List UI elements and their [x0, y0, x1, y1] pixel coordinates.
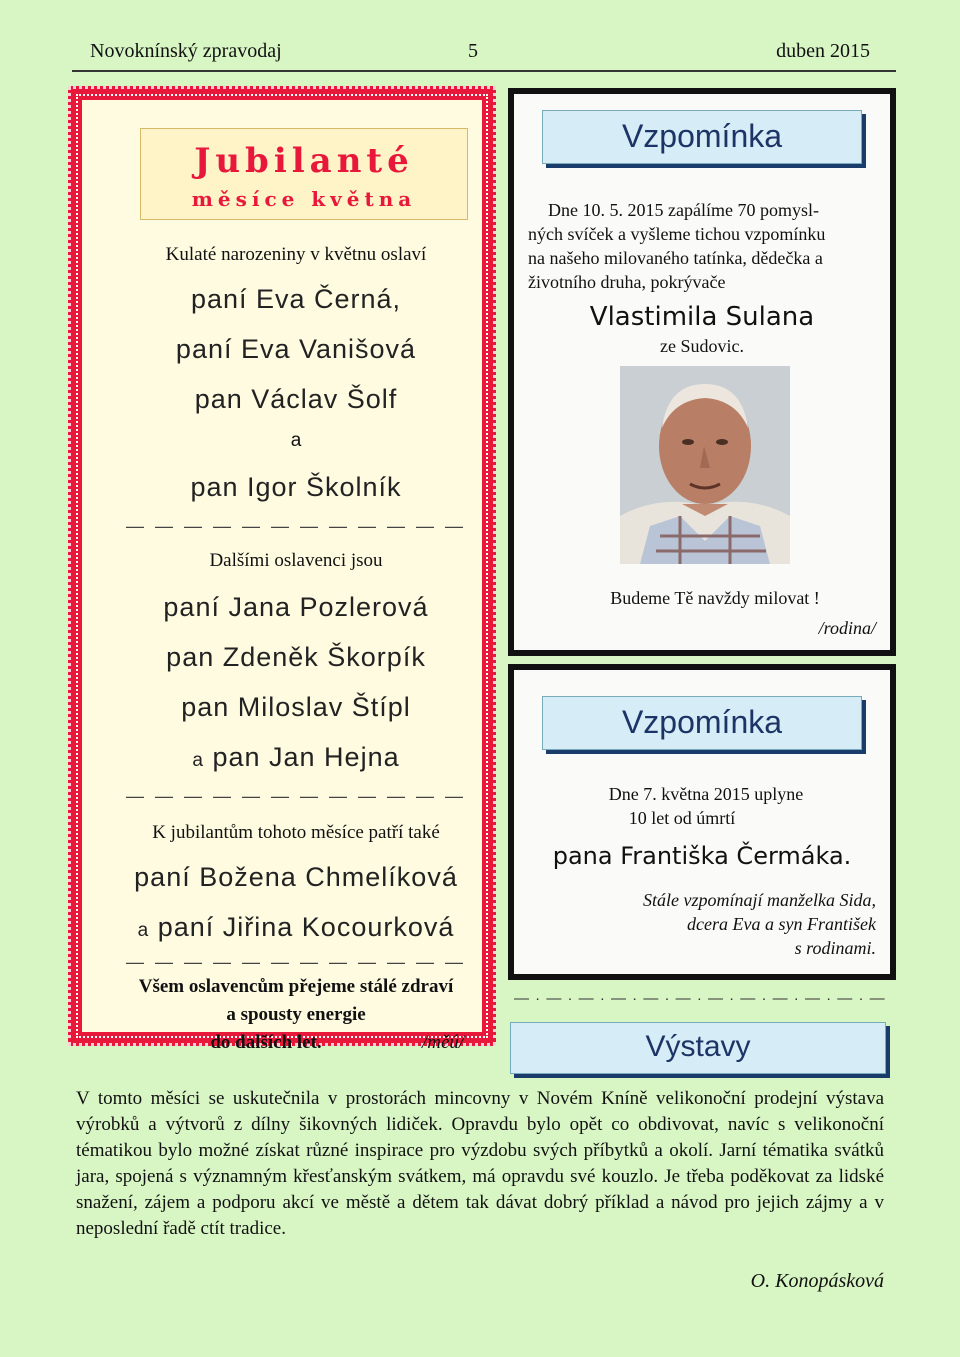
jubilant-name: pan Miloslav Štípl	[181, 692, 411, 722]
portrait-photo	[620, 366, 790, 564]
jubilant-name: paní Jana Pozlerová	[163, 592, 429, 622]
jubilant-name: paní Eva Vanišová	[175, 334, 417, 364]
memorial-origin: ze Sudovic.	[660, 336, 744, 356]
memorial-name: Vlastimila Sulana	[589, 302, 815, 332]
jubilants-box	[68, 86, 496, 1053]
separator: — — — — — — — — — — — —	[125, 516, 466, 536]
wish-line: do dalších let.	[210, 1032, 322, 1053]
exhibitions-author: O. Konopásková	[750, 1270, 884, 1292]
jubilant-name: paní Jiřina Kocourková	[157, 912, 455, 942]
memorial-text-line: na našeho milovaného tatínka, dědečka a	[528, 248, 823, 268]
newsletter-name: Novoknínský zpravodaj	[90, 40, 282, 62]
page-header	[90, 40, 870, 70]
remember-line: s rodinami.	[794, 938, 876, 958]
exhibitions-paragraph: V tomto měsíci se uskutečnila v prostorách mincovny v Novém Kníně velikonoční prodejní výstava výrobků a výtvorů z dílny šikovných lidiček. Opravdu bylo opět co obdivovat, navíc s velikonoční tématikou bylo možné získat různé inspirace pro výzdobu svých příbytků a okolí. Jarní tématika svátků jara, spojená s významným křesťanským svátkem, má opravdu své kouzlo. Je třeba poděkovat za lidské snažení, zájem a podporu akcí ve městě a dětem tak dávat dobrý příklad a návod pro jejich zájmy a v neposlední řadě ctít tradice.	[76, 1088, 884, 1239]
memorial-text-line: 10 let od úmrtí	[628, 808, 736, 828]
portrait-image	[620, 366, 790, 564]
memorial-text-line: ných svíček a vyšleme tichou vzpomínku	[528, 224, 826, 244]
more-intro: Dalšími oslavenci jsou	[209, 550, 383, 571]
jubilant-name: pan Václav Šolf	[194, 384, 398, 414]
memorial-banner: Vzpomínka	[542, 696, 862, 750]
wish-line: a spousty energie	[226, 1004, 366, 1025]
also-intro: K jubilantům tohoto měsíce patří také	[152, 822, 440, 843]
separator: — — — — — — — — — — — —	[125, 952, 466, 972]
jubilants-subtitle: měsíce května	[191, 187, 417, 211]
jubilant-name: paní Božena Chmelíková	[134, 862, 458, 892]
jubilant-name-last	[96, 912, 496, 943]
memorial-text-line: Dne 7. května 2015 uplyne	[608, 784, 804, 804]
exhibitions-banner: Výstavy	[510, 1022, 886, 1074]
wish-line: Všem oslavencům přejeme stálé zdraví	[138, 976, 454, 997]
page-number: 5	[468, 40, 478, 62]
round-intro: Kulaté narozeniny v květnu oslaví	[165, 244, 427, 265]
jubilants-title: Jubilanté	[194, 141, 414, 181]
memorial-closing: Budeme Tě navždy milovat !	[610, 588, 820, 608]
memorial-banner: Vzpomínka	[542, 110, 862, 164]
conjunction: a	[290, 430, 302, 451]
jubilant-name-last	[96, 742, 496, 773]
issue-date: duben 2015	[776, 40, 870, 62]
separator: — — — — — — — — — — — —	[125, 786, 466, 806]
remember-line: Stále vzpomínají manželka Sida,	[643, 890, 876, 910]
header-rule	[72, 70, 896, 72]
jubilant-name: pan Igor Školník	[190, 472, 402, 502]
jubilant-name: pan Jan Hejna	[212, 742, 400, 772]
jubilant-name: paní Eva Černá,	[190, 284, 402, 314]
jubilants-signature: /měú/	[422, 1032, 465, 1053]
memorial-box-1	[508, 88, 896, 656]
memorial-box-2	[508, 664, 896, 980]
memorial-name: pana Františka Čermáka.	[552, 842, 852, 870]
memorial-signature: /rodina/	[818, 618, 876, 638]
remember-line: dcera Eva a syn František	[687, 914, 876, 934]
conjunction: a	[192, 750, 204, 771]
section-divider: — · — · — · — · — · — · — · — · — · — · — · —	[514, 990, 886, 1004]
memorial-text-line: Dne 10. 5. 2015 zapálíme 70 pomysl-	[548, 200, 819, 220]
memorial-text-line: životního druha, pokrývače	[528, 272, 726, 292]
jubilant-name: pan Zdeněk Škorpík	[166, 642, 426, 672]
conjunction: a	[137, 920, 150, 941]
jubilants-title-panel	[140, 128, 468, 220]
